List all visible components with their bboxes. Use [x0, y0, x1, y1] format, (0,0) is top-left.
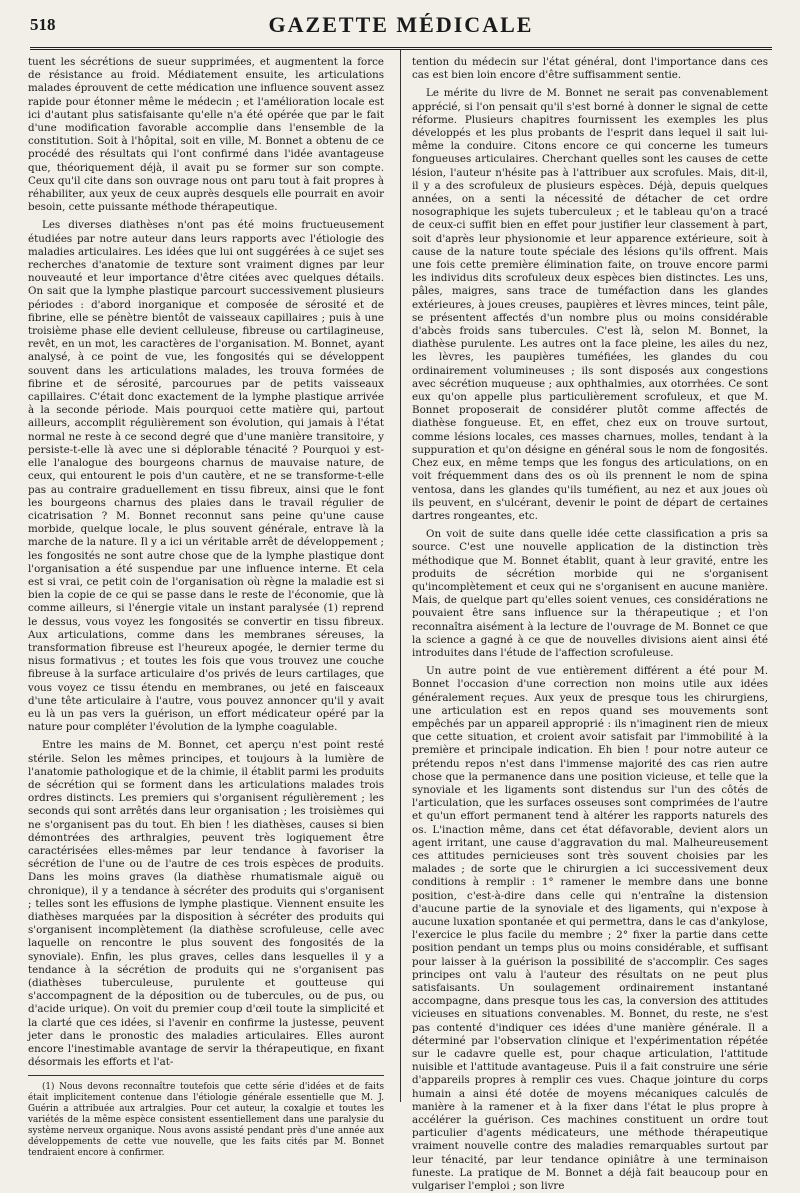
paragraph: tention du médecin sur l'état général, dont l'importance dans ces cas est bien loin encore d'être suffisamment sentie. — [412, 56, 768, 82]
column-divider — [400, 50, 401, 1102]
paragraph: Entre les mains de M. Bonnet, cet aperçu n'est point resté stérile. Selon les mêmes principes, et toujours à la lumière de l'anatomie pathologique et de la chimie, il établit parmi les produits de sécrétion qui se forment dans les articulations malades trois ordres distincts. Les premiers qui s'organisent régulièrement ; les seconds qui sont arrêtés dans leur organisation ; les troisièmes qui ne s'organisent pas du tout. Eh bien ! les diathèses, causes si bien démontrées des arthralgies, peuvent très logiquement être caractérisées elles-mêmes par leur tendance à favoriser la sécrétion de l'une ou de l'autre de ces trois espèces de produits. Dans les moins graves (la diathèse rhumatismale aiguë ou chronique), il y a tendance à sécréter des produits qui s'organisent ; telles sont les effusions de lymphe plastique. Viennent ensuite les diathèses marquées par la disposition à sécréter des produits qui s'organisent incomplètement (la diathèse scrofuleuse, celle avec laquelle on rencontre le plus souvent des fongosités de la synoviale). Enfin, les plus graves, celles dans lesquelles il y a tendance à la sécrétion de produits qui ne s'organisent pas (diathèses tuberculeuse, purulente et goutteuse qui s'accompagnent de la déposition ou de tubercules, ou de pus, ou d'acide urique). On voit du premier coup d'œil toute la simplicité et la clarté que ces idées, si l'avenir en confirme la justesse, peuvent jeter dans le pronostic des maladies articulaires. Elles auront encore l'inestimable avantage de servir la thérapeutique, en fixant désormais les efforts et l'at- — [28, 739, 384, 1069]
footnote-separator — [28, 1075, 384, 1076]
paragraph: Les diverses diathèses n'ont pas été moins fructueusement étudiées par notre auteur dans leurs rapports avec l'étiologie des maladies articulaires. Les idées que lui ont suggérées à ce sujet ses recherches d'anatomie de texture sont vraiment dignes par leur nouveauté et leur importance d'être citées avec quelques détails. On sait que la lymphe plastique parcourt successivement plusieurs périodes : d'abord inorganique et composée de sérosité et de fibrine, elle se pénètre bientôt de vaisseaux capillaires ; puis à une troisième phase elle devient celluleuse, fibreuse ou cartilagineuse, revêt, en un mot, les caractères de l'organisation. M. Bonnet, ayant analysé, à ce point de vue, les fongosités qui se développent souvent dans les articulations malades, les trouva formées de fibrine et de sérosité, parcourues par de petits vaisseaux capillaires. C'était donc exactement de la lymphe plastique arrivée à la seconde période. Mais pourquoi cette matière qui, partout ailleurs, accomplit régulièrement son évolution, qui jamais à l'état normal ne reste à ce second degré que d'une manière transitoire, y persiste-t-elle là avec une si déplorable ténacité ? Pourquoi y est-elle l'analogue des bourgeons charnus de mauvaise nature, de ceux, qui entourent le pois d'un cautère, et ne se transforme-t-elle pas au contraire graduellement en tissu fibreux, ainsi que le font les bourgeons charnus des plaies dans le travail régulier de cicatrisation ? M. Bonnet reconnut sans peine qu'une cause morbide, quelque locale, le plus souvent générale, entrave là la marche de la nature. Il y a ici un véritable arrêt de développement ; les fongosités ne sont autre chose que de la lymphe plastique dont l'organisation a été suspendue par une influence interne. Et cela est si vrai, ce petit coin de l'organisation où règne la maladie est si bien la copie de ce qui se passe dans le reste de l'économie, que là comme ailleurs, si l'énergie vitale un instant paralysée (1) reprend le dessus, vous voyez les fongosités se convertir en tissu fibreux. Aux articulations, comme dans les membranes séreuses, la transformation fibreuse est l'heureux apogée, le dernier terme du nisus formativus ; et toutes les fois que vous trouvez une couche fibreuse à la surface articulaire d'os privés de leurs cartilages, que vous voyez ce tissu étendu en membranes, ou jeté en faisceaux d'une tête articulaire à l'autre, vous pouvez annoncer qu'il y avait eu là un pas vers la guérison, un effort médicateur opéré par la nature pour compléter l'évolution de la lymphe coagulable. — [28, 219, 384, 734]
journal-title: GAZETTE MÉDICALE — [268, 12, 534, 37]
header-rule — [30, 47, 772, 50]
paragraph: tuent les sécrétions de sueur supprimées, et augmentent la force de résistance au froid. Médiatement ensuite, les articulations malades éprouvent de cette médication une influence souvent assez rapide pour étonner même le médecin ; et l'amélioration locale est ici d'autant plus satisfaisante qu'elle n'a été opérée que par le fait d'une modification favorable accomplie dans l'ensemble de la constitution. Soit à l'hôpital, soit en ville, M. Bonnet a obtenu de ce procédé des résultats qui l'ont confirmé dans l'idée avantageuse que, théoriquement déjà, il avait pu se former sur son compte. Ceux qu'il cite dans son ouvrage nous ont paru tout à fait propres à réhabiliter, aux yeux de ceux auprès desquels elle pourrait en avoir besoin, cette puissante méthode thérapeutique. — [28, 56, 384, 214]
paragraph: Le mérite du livre de M. Bonnet ne serait pas convenablement apprécié, si l'on pensait qu'il s'est borné à donner le signal de cette réforme. Plusieurs chapitres fournissent les exemples les plus développés et les plus probants de l'esprit dans lequel il sait lui-même la conduire. Citons encore ce qui concerne les tumeurs fongueuses articulaires. Cherchant quelles sont les causes de cette lésion, l'auteur n'hésite pas à l'attribuer aux scrofules. Mais, dit-il, il y a des scrofuleux de plusieurs espèces. Déjà, depuis quelques années, on a senti la nécessité de détacher de cet ordre nosographique les sujets tuberculeux ; et le tableau qu'on a tracé de ceux-ci suffit bien en effet pour justifier leur classement à part, soit d'après leur physionomie et leur apparence extérieure, soit à cause de la nature toute spéciale des lésions qu'ils offrent. Mais une fois cette première élimination faite, on trouve encore parmi les individus dits scrofuleux deux espèces bien distinctes. Les uns, pâles, maigres, sans trace de tuméfaction dans les glandes extérieures, à joues creuses, paupières et lèvres minces, teint pâle, se présentent affectés d'un nombre plus ou moins considérable d'abcès froids sans tubercules. C'est là, selon M. Bonnet, la diathèse purulente. Les autres ont la face pleine, les ailes du nez, les lèvres, les paupières tuméfiées, les glandes du cou ordinairement volumineuses ; ils sont disposés aux congestions avec sécrétion muqueuse ; aux ophthalmies, aux otorrhées. Ce sont eux qu'on appelle plus particulièrement scrofuleux, et que M. Bonnet proposerait de considérer plutôt comme affectés de diathèse fongueuse. Et, en effet, chez eux on trouve surtout, comme lésions locales, ces masses charnues, molles, tendant à la suppuration et qu'on désigne en général sous le nom de fongosités. Chez eux, en même temps que les fongus des articulations, on en voit fréquemment dans des os où ils prennent le nom de spina ventosa, dans les glandes qu'ils tuméfient, au nez et aux joues où ils peuvent, en s'ulcérant, devenir le point de départ de certaines dartres rongeantes, etc. — [412, 87, 768, 522]
right-column — [412, 56, 768, 1193]
page-number: 518 — [30, 15, 56, 34]
paragraph: Un autre point de vue entièrement différent a été pour M. Bonnet l'occasion d'une correction non moins utile aux idées généralement reçues. Aux yeux de presque tous les chirurgiens, une articulation est en repos quand ses mouvements sont empêchés par un appareil approprié : ils n'imaginent rien de mieux que cette situation, et croient avoir satisfait par l'immobilité à la première et principale indication. Eh bien ! pour notre auteur ce prétendu repos n'est dans l'immense majorité des cas rien autre chose que la permanence dans une position vicieuse, et telle que la synoviale et les ligaments sont distendus sur l'un des côtés de l'articulation, que les surfaces osseuses sont comprimées de l'autre et qu'un effort permanent tend à altérer les rapports naturels des os. L'inaction même, dans cet état défavorable, devient alors un agent irritant, une cause d'aggravation du mal. Malheureusement ces attitudes pernicieuses sont très souvent choisies par les malades ; de sorte que le chirurgien a ici successivement deux conditions à remplir : 1° ramener le membre dans une bonne position, c'est-à-dire dans celle qui n'entraîne la distension d'aucune partie de la synoviale et des ligaments, qui n'expose à aucune luxation spontanée et qui permettra, dans le cas d'ankylose, l'exercice le plus facile du membre ; 2° fixer la partie dans cette position pendant un temps plus ou moins considérable, et suffisant pour laisser à la guérison la possibilité de s'accomplir. Ces sages principes ont valu à l'auteur des résultats on ne peut plus satisfaisants. Un soulagement ordinairement instantané accompagne, dans presque tous les cas, la conversion des attitudes vicieuses en situations convenables. M. Bonnet, du reste, ne s'est pas contenté d'indiquer ces idées d'une manière générale. Il a déterminé par l'observation clinique et l'expérimentation répétée sur le cadavre quelle est, pour chaque articulation, l'attitude nuisible et l'attitude avantageuse. Puis il a fait construire une série d'appareils propres à remplir ces vues. Chaque jointure du corps humain a ainsi été dotée de moyens mécaniques calculés de manière à la ramener et à la fixer dans l'état le plus propre à accélérer la guérison. Ces machines constituent un ordre tout particulier d'agents médicateurs, une méthode thérapeutique vraiment nouvelle contre des maladies remarquables surtout par leur ténacité, par leur tendance opiniâtre à une terminaison funeste. La pratique de M. Bonnet a déjà fait beaucoup pour en vulgariser l'emploi ; son livre — [412, 665, 768, 1193]
left-column — [28, 56, 384, 1159]
page-header — [30, 12, 772, 44]
footnote: (1) Nous devons reconnaître toutefois que cette série d'idées et de faits était implicitement contenue dans l'étiologie générale essentielle que M. J. Guérin a attribuée aux artralgies. Pour cet auteur, la coxalgie et toutes les variétés de la même espèce consistent essentiellement dans une paralysie du système nerveux organique. Nous avons assisté pendant près d'une année aux développements de cette vue nouvelle, que les faits cités par M. Bonnet tendraient encore à confirmer. — [28, 1082, 384, 1159]
paragraph: On voit de suite dans quelle idée cette classification a pris sa source. C'est une nouvelle application de la distinction très méthodique que M. Bonnet établit, quant à leur gravité, entre les produits de sécrétion morbide qui ne s'organisent qu'incomplètement et ceux qui ne s'organisent en aucune manière. Mais, de quelque part qu'elles soient venues, ces considérations ne pouvaient être sans influence sur la thérapeutique ; et l'on reconnaîtra aisément à la lecture de l'ouvrage de M. Bonnet ce que la science a gagné à ce que de nouvelles divisions aient ainsi été introduites dans l'étude de l'affection scrofuleuse. — [412, 528, 768, 659]
